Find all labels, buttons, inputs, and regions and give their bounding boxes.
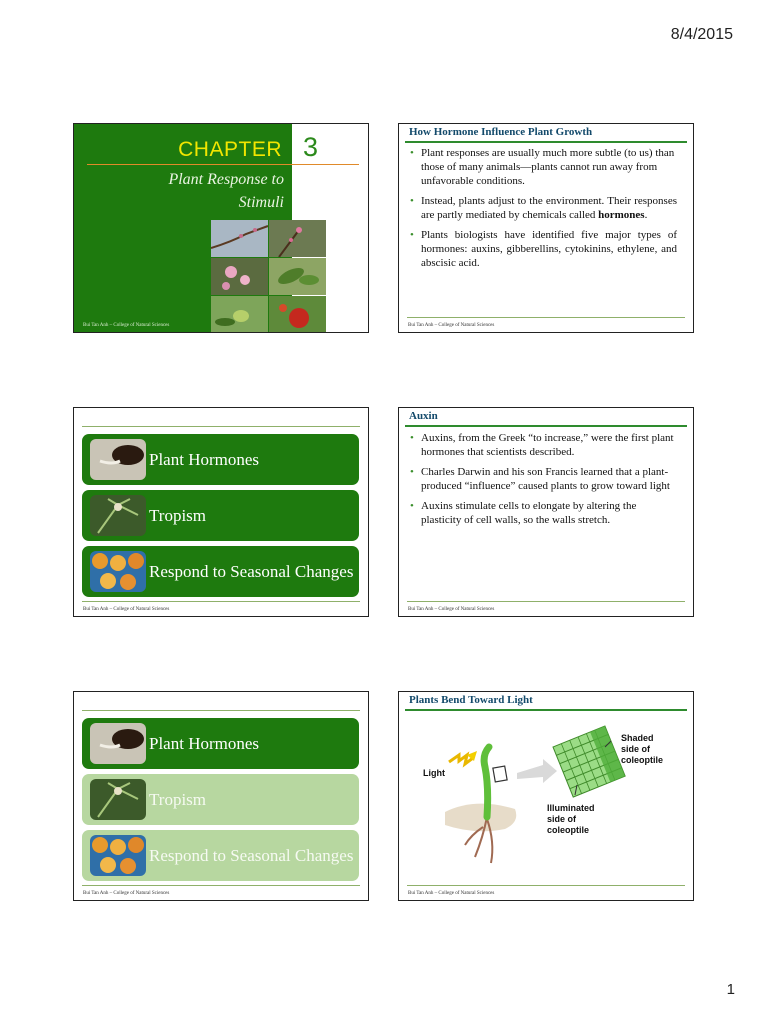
menu-item-seasonal-changes[interactable] [82, 546, 359, 597]
bullet-list [407, 431, 677, 533]
slide-footer: Bui Tan Anh – College of Natural Sciences [408, 607, 495, 612]
footer-divider [407, 601, 685, 602]
menu-item-label: Plant Hormones [149, 449, 260, 469]
page-number: 1 [726, 981, 735, 998]
slide-title: Plants Bend Toward Light [409, 694, 533, 706]
page-date: 8/4/2015 [670, 26, 733, 43]
menu-item-tropism[interactable] [82, 490, 359, 541]
slide-footer: Bui Tan Anh – College of Natural Sciences [408, 891, 495, 896]
slide-bend-toward-light [398, 691, 694, 901]
slide-topic-menu-highlighted [73, 691, 369, 901]
bullet-end: . [644, 209, 648, 221]
chapter-subtitle [104, 168, 284, 214]
soil-patch [445, 804, 516, 832]
leaf-photo [269, 258, 326, 295]
seasonal-cells-thumbnail [90, 835, 146, 876]
illuminated-label-line-1: Illuminated [547, 803, 595, 813]
hormone-droplet-thumbnail [90, 439, 146, 480]
menu-item-tropism[interactable] [82, 774, 359, 825]
bullet-item: • Plant responses are usually much more subtle (to us) than those of many animals—plants cannot run away from unfavorable conditions. [407, 146, 677, 188]
bullet-list [407, 146, 677, 276]
subtitle-line-1: Plant Response to [168, 171, 284, 188]
chapter-number: 3 [303, 132, 319, 162]
bullet-item: • Plants biologists have identified five major types of hormones: auxins, gibberellins, cytokinins, ethylene, and abscisic acid. [407, 228, 677, 270]
title-divider [87, 164, 359, 165]
tropism-plant-thumbnail [90, 779, 146, 820]
menu-item-plant-hormones[interactable] [82, 434, 359, 485]
ripe-fruit-photo [269, 296, 326, 333]
branch-photo [211, 220, 268, 257]
tropism-plant-thumbnail [90, 495, 146, 536]
menu-item-plant-hormones[interactable] [82, 718, 359, 769]
subtitle-line-2: Stimuli [238, 194, 284, 211]
slide-footer: Bui Tan Anh – College of Natural Sciences [83, 323, 170, 328]
menu-item-label: Tropism [149, 505, 207, 525]
shaded-label-line-1: Shaded [621, 733, 654, 743]
footer-divider [407, 317, 685, 318]
slide-title: Auxin [409, 410, 438, 422]
chapter-label: CHAPTER [178, 138, 282, 161]
menu-item-label: Respond to Seasonal Changes [149, 561, 354, 581]
bullet-item [407, 194, 677, 222]
bullet-item: • Auxins, from the Greek “to increase,” were the first plant hormones that scientists described. [407, 431, 677, 459]
seasonal-cells-thumbnail [90, 551, 146, 592]
slide-title-chapter [73, 123, 369, 333]
slide-footer: Bui Tan Anh – College of Natural Sciences [408, 323, 495, 328]
slide-hormone-influence [398, 123, 694, 333]
header-divider [82, 426, 360, 427]
bud-photo [269, 220, 326, 257]
title-underline [405, 141, 687, 143]
menu-item-label: Tropism [149, 789, 207, 809]
shaded-label-line-3: coleoptile [621, 755, 664, 765]
shaded-label-line-2: side of [621, 744, 651, 754]
menu-item-label: Respond to Seasonal Changes [149, 845, 354, 865]
slide-footer: Bui Tan Anh – College of Natural Sciences [83, 891, 170, 896]
illuminated-label-line-3: coleoptile [547, 825, 590, 835]
slide-title: How Hormone Influence Plant Growth [409, 126, 593, 138]
light-label: Light [423, 768, 445, 778]
footer-divider [407, 885, 685, 886]
bullet-text: Instead, plants adjust to the environment. Their responses are partly mediated by chemicals called [421, 195, 677, 221]
menu-item-label: Plant Hormones [149, 733, 260, 753]
slide-auxin [398, 407, 694, 617]
slide-footer: Bui Tan Anh – College of Natural Sciences [83, 607, 170, 612]
blossom-photo [211, 258, 268, 295]
illuminated-label-line-2: side of [547, 814, 577, 824]
menu-item-seasonal-changes[interactable] [82, 830, 359, 881]
header-divider [82, 710, 360, 711]
footer-divider [82, 601, 360, 602]
bullet-item: • Auxins stimulate cells to elongate by altering the plasticity of cell walls, so the walls stretch. [407, 499, 677, 527]
young-fruit-photo [211, 296, 268, 333]
bullet-item: • Charles Darwin and his son Francis learned that a plant-produced “influence” caused plants to grow toward light [407, 465, 677, 493]
footer-divider [82, 885, 360, 886]
title-underline [405, 709, 687, 711]
slide-topic-menu [73, 407, 369, 617]
plant-photo-grid [211, 220, 325, 332]
hormone-droplet-thumbnail [90, 723, 146, 764]
phototropism-diagram [405, 717, 687, 877]
title-underline [405, 425, 687, 427]
bullet-bold-term: hormones [598, 209, 645, 221]
